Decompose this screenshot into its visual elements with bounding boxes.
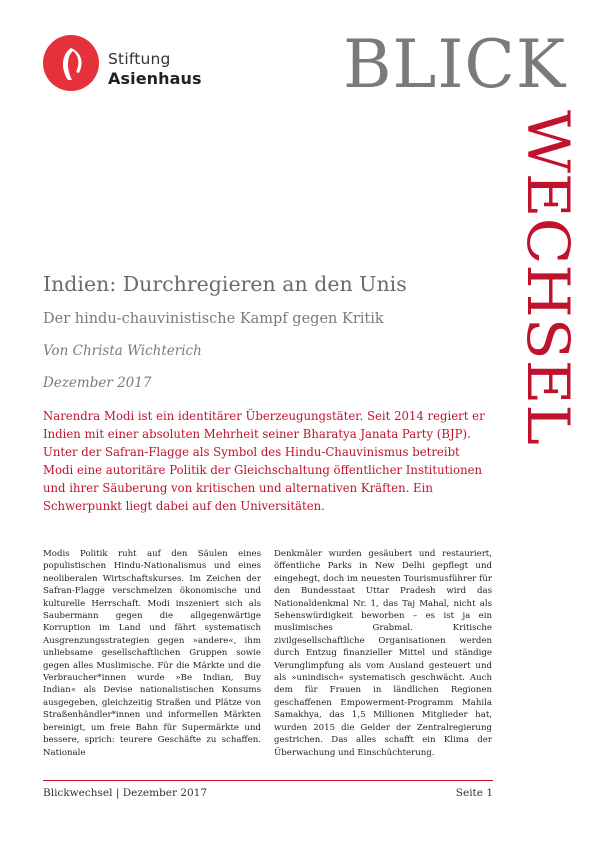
masthead-wechsel <box>514 110 582 450</box>
logo-text-asienhaus: Asienhaus <box>108 69 202 88</box>
masthead-wechsel-text: WECHSEL <box>514 110 582 428</box>
article-subtitle: Der hindu-chauvinistische Kampf gegen Kritik <box>43 311 384 327</box>
asienhaus-logo-icon <box>42 34 100 92</box>
footer-divider <box>43 780 493 781</box>
logo-text-stiftung: Stiftung <box>108 50 171 68</box>
masthead-blick: BLICK <box>343 26 567 103</box>
article-lead: Narendra Modi ist ein identitärer Überzeugungstäter. Seit 2014 regiert er Indien mit einer absoluten Mehrheit seiner Bharatya Janata Party (BJP). Unter der Safran-Flagge als Symbol des Hindu-Chauvinismus betreibt Modi eine autoritäre Politik der Gleichschaltung öffentlicher Institutionen und ihrer Säuberung von kritischen und alternativen Kräften. Ein Schwerpunkt liegt dabei auf den Universitäten. <box>43 409 485 513</box>
article-title: Indien: Durchregieren an den Unis <box>43 272 407 296</box>
article-column-2: Denkmäler wurden gesäubert und restauriert, öffentliche Parks in New Delhi gepflegt und eingehegt, doch im neuesten Tourismusführer für den Bundesstaat Uttar Pradesh wird das Nationaldenkmal Nr. 1, das Taj Mahal, nicht als Sehenswürdigkeit beworben – es ist ja ein muslimisches Grabmal. Kritische zivilgesellschaftliche Organisationen werden durch Entzug finanzieller Mittel und ständige Verunglimpfung als vom Ausland gesteuert und als »unindisch« systematisch geschwächt. Auch dem für Frauen in ländlichen Regionen geschaffenen Empowerment-Programm Mahila Samakhya, das 1,5 Millionen Mitglieder hat, wurden 2015 die Gelder der Zentralregierung gestrichen. Das alles schafft ein Klima der Überwachung und Einschüchterung. <box>274 549 492 758</box>
logo <box>42 34 202 94</box>
article-date: Dezember 2017 <box>43 375 152 391</box>
footer-publication: Blickwechsel | Dezember 2017 <box>43 787 208 799</box>
article-column-1: Modis Politik ruht auf den Säulen eines populistischen Hindu-Nationalismus und eines neoliberalen Wirtschaftskurses. Im Zeichen der Safran-Flagge verschmelzen ökonomische und kulturelle Herrschaft. Modi inszeniert sich als Saubermann gegen die allgegenwärtige Korruption im Land und fährt systematisch Ausgrenzungsstrategien gegen »andere«, ihm unliebsame gesellschaftlichen Gruppen sowie gegen alles Muslimische. Für die Märkte und die Verbraucher*innen wurde »Be Indian, Buy Indian« als Devise nationalistischen Konsums ausgegeben, gleichzeitig Straßen und Plätze von Straßenhändler*innen und informellen Märkten bereinigt, um freie Bahn für Supermärkte und bessere, sprich: teurere Geschäfte zu schaffen. Nationale <box>43 549 261 758</box>
footer-page-number: Seite 1 <box>455 787 493 799</box>
article-author: Von Christa Wichterich <box>43 343 202 359</box>
